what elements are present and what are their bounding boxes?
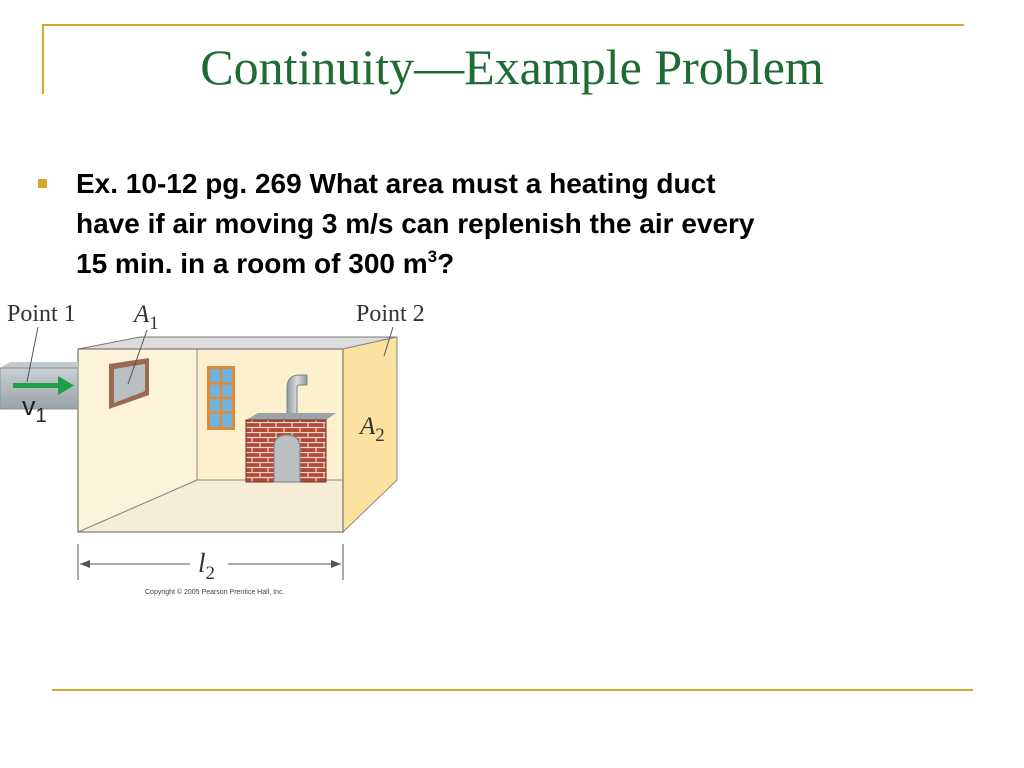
bullet-line-3-superscript: 3 [427, 247, 438, 266]
mantel-top [246, 413, 336, 420]
a2-label: $A_2$ [360, 413, 385, 446]
frame-top-rule [42, 24, 964, 26]
copyright-notice: Copyright © 2005 Pearson Prentice Hall, Inc. [145, 589, 285, 596]
bullet-marker [38, 179, 47, 188]
bullet-text [76, 164, 936, 284]
window [207, 366, 235, 430]
l2-label: $l_2$ [198, 548, 216, 584]
duct-top [0, 362, 78, 368]
bullet-line-3: 15 min. in a room of 300 m [76, 248, 428, 279]
firebox [274, 435, 300, 482]
point1-label: Point 1 [7, 301, 76, 327]
bullet-line-3-end: ? [437, 248, 455, 279]
point2-label: Point 2 [356, 301, 425, 327]
bullet-line-2: have if air moving 3 m/s can replenish the air every [76, 208, 755, 239]
bullet-line-1: Ex. 10-12 pg. 269 What area must a heating duct [76, 168, 716, 199]
a1-label: $A_1$ [134, 301, 159, 334]
v1-label: $v_1$ [22, 391, 47, 427]
footer-rule [52, 689, 973, 691]
slide-title: Continuity—Example Problem [200, 39, 824, 95]
room-duct-illustration [0, 292, 460, 602]
